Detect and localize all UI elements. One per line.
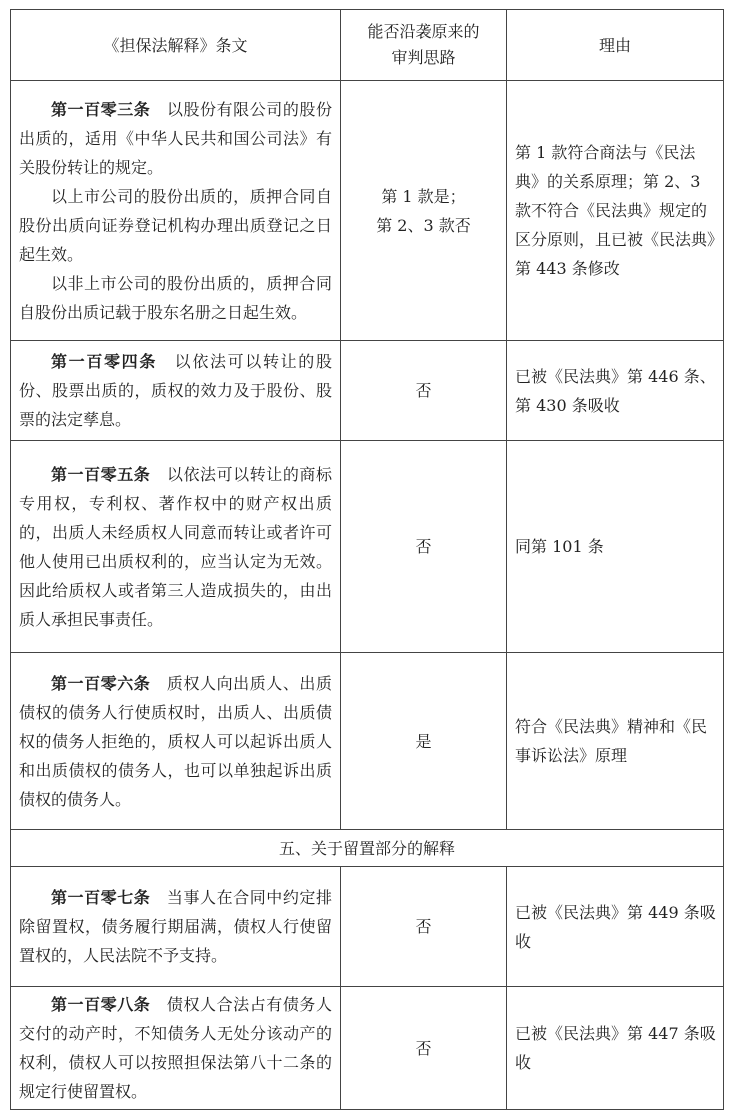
- table-row: [11, 441, 724, 653]
- table-row: [11, 81, 724, 341]
- provision-text: 以上市公司的股份出质的，质押合同自股份出质向证券登记机构办理出质登记之日起生效。: [19, 186, 332, 264]
- answer-cell: [341, 81, 507, 341]
- article-number: 第一百零三条: [51, 99, 151, 119]
- answer-text: 是: [341, 653, 507, 830]
- header-row: [11, 10, 724, 81]
- provision-text: 以依法可以转让的股份、股票出质的，质权的效力及于股份、股票的法定孳息。: [19, 352, 332, 429]
- reason-text: 同第 101 条: [507, 441, 724, 653]
- provision-cell: [11, 441, 341, 653]
- article-number: 第一百零四条: [51, 352, 157, 371]
- reason-text: 第 1 款符合商法与《民法典》的关系原理；第 2、3 款不符合《民法典》规定的区分原则，且已被《民法典》第 443 条修改: [507, 81, 724, 341]
- table-row: [11, 653, 724, 830]
- section-title: 五、关于留置部分的解释: [11, 830, 724, 867]
- table-row: [11, 341, 724, 441]
- table-row: [11, 987, 724, 1110]
- reason-text: 已被《民法典》第 449 条吸收: [507, 867, 724, 987]
- header-follow-line1: 能否沿袭原来的: [367, 22, 480, 41]
- provision-text: 当事人在合同中约定排除留置权，债务履行期届满，债权人行使留置权的，人民法院不予支持。: [19, 888, 332, 965]
- header-provision: 《担保法解释》条文: [11, 10, 341, 81]
- provision-text: 以依法可以转让的商标专用权，专利权、著作权中的财产权出质的，出质人未经质权人同意而转让或者许可他人使用已出质权利的，应当认定为无效。因此给质权人或者第三人造成损失的，由出质人承担民事责任。: [19, 464, 332, 629]
- answer-text: 第 1 款是；: [381, 186, 466, 206]
- provision-cell: [11, 987, 341, 1110]
- provisions-table: [10, 9, 724, 1110]
- header-follow-line2: 审判思路: [391, 48, 456, 67]
- provision-text: 债权人合法占有债务人交付的动产时，不知债务人无处分该动产的权利，债权人可以按照担保法第八十二条的规定行使留置权。: [19, 995, 332, 1101]
- reason-text: 符合《民法典》精神和《民事诉讼法》原理: [507, 653, 724, 830]
- table-row: [11, 867, 724, 987]
- reason-text: 已被《民法典》第 447 条吸收: [507, 987, 724, 1110]
- provision-cell: [11, 653, 341, 830]
- provision-cell: [11, 867, 341, 987]
- provision-cell: [11, 81, 341, 341]
- provision-cell: [11, 341, 341, 441]
- reason-text: 已被《民法典》第 446 条、第 430 条吸收: [507, 341, 724, 441]
- article-number: 第一百零七条: [51, 888, 151, 907]
- header-reason: 理由: [507, 10, 724, 81]
- article-number: 第一百零五条: [51, 464, 151, 484]
- provision-text: 以非上市公司的股份出质的，质押合同自股份出质记载于股东名册之日起生效。: [19, 273, 332, 322]
- answer-text: 否: [341, 867, 507, 987]
- header-follow-original: [341, 10, 507, 81]
- answer-text: 否: [341, 987, 507, 1110]
- article-number: 第一百零八条: [51, 995, 151, 1014]
- section-row: [11, 830, 724, 867]
- article-number: 第一百零六条: [51, 673, 151, 693]
- answer-text: 否: [341, 441, 507, 653]
- provision-text: 质权人向出质人、出质债权的债务人行使质权时，出质人、出质债权的债务人拒绝的，质权人可以起诉出质人和出质债权的债务人，也可以单独起诉出质债权的债务人。: [19, 673, 332, 809]
- provision-text: 以股份有限公司的股份出质的，适用《中华人民共和国公司法》有关股份转让的规定。: [19, 99, 332, 177]
- answer-text: 否: [341, 341, 507, 441]
- answer-text: 第 2、3 款否: [376, 215, 471, 235]
